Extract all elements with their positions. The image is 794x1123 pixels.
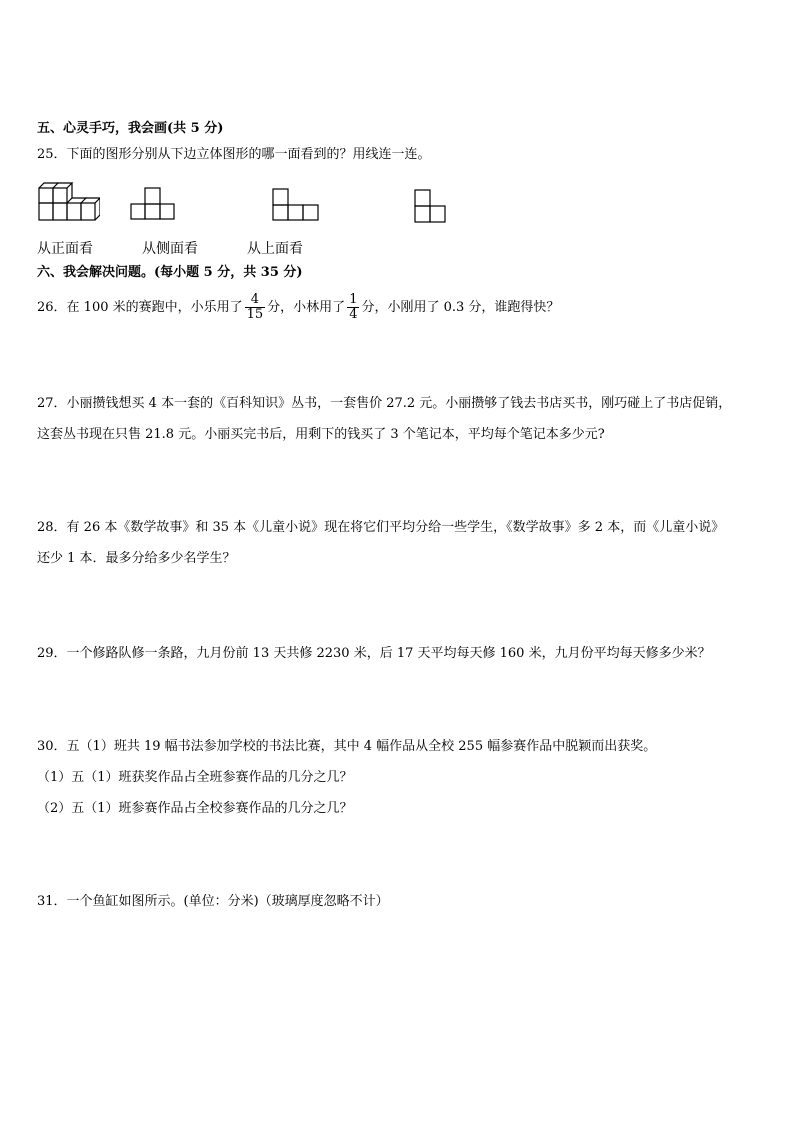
question-26 bbox=[37, 288, 559, 328]
q26-text-3: 分，小刚用了 0.3 分，谁跑得快？ bbox=[361, 300, 560, 315]
view-figure-2 bbox=[272, 188, 320, 222]
question-27-line2: 这套丛书现在只售 21.8 元。小丽买完书后，用剩下的钱买了 3 个笔记本，平均每个笔记本多少元? bbox=[37, 427, 605, 442]
view-label-side: 从侧面看 bbox=[142, 241, 198, 257]
q26-text-1: 26．在 100 米的赛跑中，小乐用了 bbox=[37, 300, 243, 315]
question-30-sub1: （1）五（1）班获奖作品占全班参赛作品的几分之几？ bbox=[37, 770, 353, 785]
question-30-sub2: （2）五（1）班参赛作品占全校参赛作品的几分之几？ bbox=[37, 801, 353, 816]
view-label-top: 从上面看 bbox=[247, 241, 303, 257]
question-30: 30．五（1）班共 19 幅书法参加学校的书法比赛，其中 4 幅作品从全校 255 幅参赛作品中脱颖而出获奖。 bbox=[37, 739, 657, 754]
section6-heading: 六、我会解决问题。(每小题 5 分，共 35 分) bbox=[37, 265, 303, 280]
question-31: 31．一个鱼缸如图所示。(单位：分米)（玻璃厚度忽略不计） bbox=[37, 894, 389, 909]
solid-figure bbox=[38, 182, 100, 222]
question-28-line1: 28．有 26 本《数学故事》和 35 本《儿童小说》现在将它们平均分给一些学生，《数学故事》多 2 本，而《儿童小说》 bbox=[37, 520, 725, 535]
view-figure-1 bbox=[130, 187, 176, 221]
question-28-line2: 还少 1 本．最多分给多少名学生？ bbox=[37, 551, 236, 566]
question-25: 25．下面的图形分别从下边立体图形的哪一面看到的？用线连一连。 bbox=[37, 147, 431, 162]
question-29: 29．一个修路队修一条路，九月份前 13 天共修 2230 米，后 17 天平均每天修 160 米，九月份平均每天修多少米？ bbox=[37, 646, 711, 661]
fraction-4-15 bbox=[245, 293, 266, 322]
fraction-numerator: 1 bbox=[349, 292, 358, 307]
view-figure-3 bbox=[414, 188, 448, 226]
fraction-1-4 bbox=[347, 293, 359, 322]
view-label-front: 从正面看 bbox=[37, 241, 93, 257]
fraction-denominator: 4 bbox=[349, 307, 358, 322]
fraction-numerator: 4 bbox=[245, 293, 266, 308]
section5-heading: 五、心灵手巧，我会画(共 5 分) bbox=[37, 121, 224, 136]
q26-text-2: 分，小林用了 bbox=[267, 300, 346, 315]
fraction-denominator: 15 bbox=[246, 307, 264, 322]
question-27-line1: 27．小丽攒钱想买 4 本一套的《百科知识》丛书，一套售价 27.2 元。小丽攒够了钱去书店买书，刚巧碰上了书店促销， bbox=[37, 396, 732, 411]
